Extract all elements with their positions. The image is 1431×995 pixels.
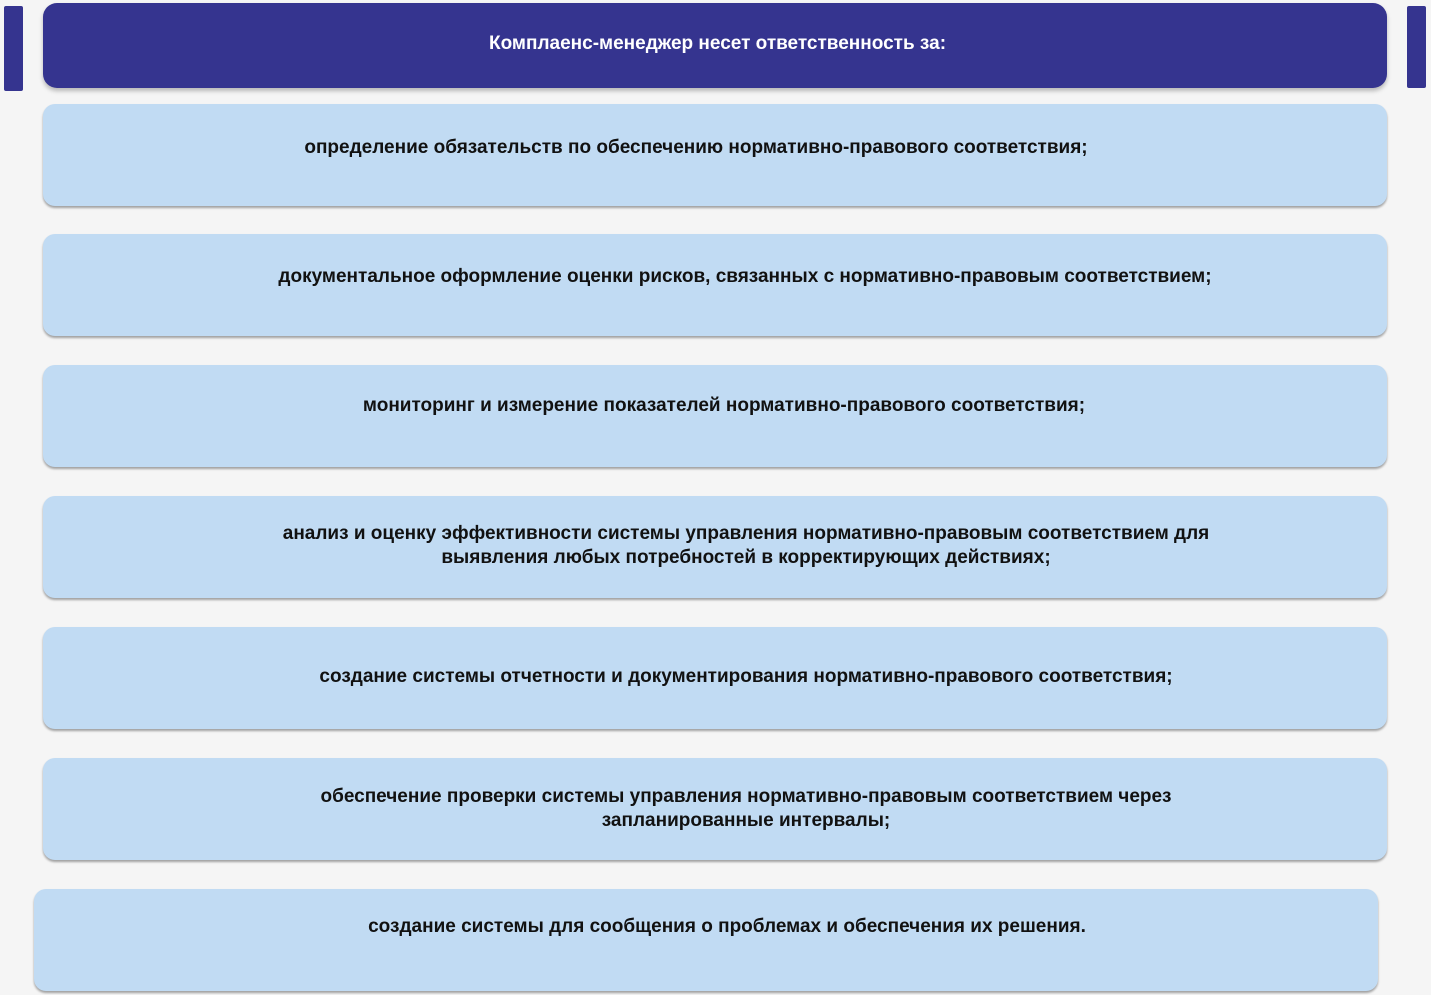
responsibility-text-5: создание системы отчетности и документирования нормативно-правового соответствия; — [319, 666, 1173, 687]
left-accent-bar — [4, 6, 23, 91]
responsibility-item-7 — [34, 889, 1378, 991]
responsibility-text-6: обеспечение проверки системы управления нормативно-правовым соответствием через запланированные интервалы; — [320, 786, 1172, 831]
responsibility-text-7: создание системы для сообщения о проблемах и обеспечения их решения. — [368, 916, 1086, 937]
responsibility-item-2 — [43, 234, 1387, 336]
responsibility-text-3: мониторинг и измерение показателей нормативно-правового соответствия; — [362, 395, 1086, 416]
responsibility-text-4: анализ и оценку эффективности системы управления нормативно-правовым соответствием для выявления любых потребностей в корректирующих действиях; — [282, 523, 1210, 568]
header-title: Комплаенс-менеджер несет ответственность за: — [488, 33, 947, 54]
responsibility-item-1 — [43, 104, 1387, 206]
responsibility-text-1: определение обязательств по обеспечению нормативно-правового соответствия; — [304, 137, 1088, 158]
responsibility-text-2: документальное оформление оценки рисков, связанных с нормативно-правовым соответствием; — [278, 266, 1212, 287]
responsibility-item-5 — [43, 627, 1387, 729]
responsibility-item-4 — [43, 496, 1387, 598]
responsibility-item-6 — [43, 758, 1387, 860]
right-accent-bar — [1407, 6, 1426, 88]
responsibility-item-3 — [43, 365, 1387, 467]
header-box — [43, 3, 1387, 88]
